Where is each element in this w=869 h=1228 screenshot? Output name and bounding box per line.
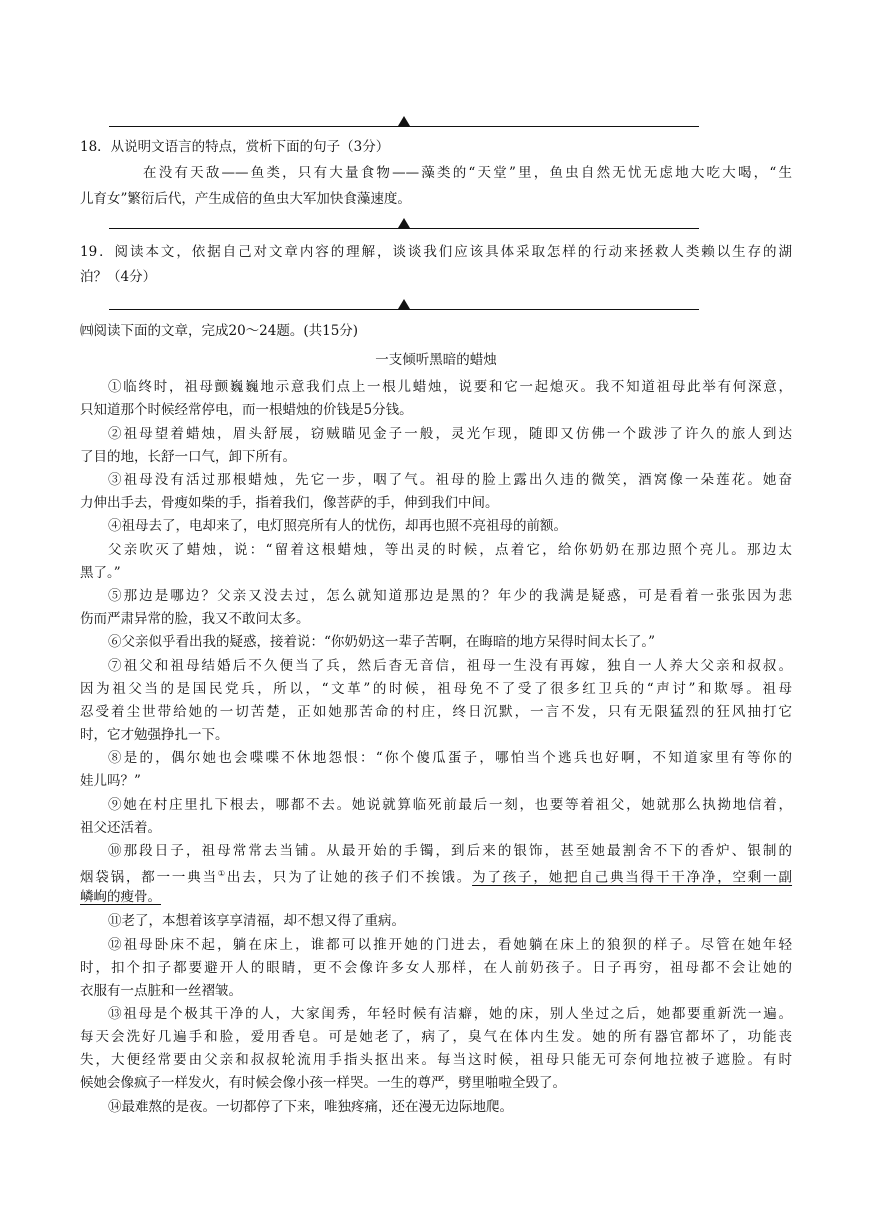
paragraph-15: ⑭最难熬的是夜。一切都停了下来，唯独疼痛，还在漫无边际地爬。 xyxy=(108,1099,513,1115)
question-19-prompt: 19．阅读本文，依据自己对文章内容的理解，谈谈我们应该具体采取怎样的行动来拯救人类赖以生存的湖 xyxy=(80,244,792,260)
paragraph-10-cont: 祖父还活着。 xyxy=(80,820,161,836)
question-18-quote: 在没有天敌——鱼类，只有大量食物——藻类的“天堂”里，鱼虫自然无忧无虑地大吃大喝，“生 xyxy=(143,165,792,181)
underlined-sentence: 为了孩子，她把自己典当得干干净净，空剩一副 xyxy=(472,869,793,886)
paragraph-8-cont: 忍受着尘世带给她的一切苦楚，正如她那苦命的村庄，终日沉默，一言不发，只有无限猛烈的狂风抽打它 xyxy=(80,704,792,720)
underlined-sentence-end: 嶙峋的瘦骨。 xyxy=(80,889,161,905)
answer-line[interactable] xyxy=(109,113,699,127)
section-4-instructions: ㈣阅读下面的文章，完成20～24题。(共15分) xyxy=(80,323,359,339)
paragraph-8-cont: 时，它才勉强挣扎一下。 xyxy=(80,727,229,743)
question-18-prompt: 18．从说明文语言的特点，赏析下面的句子（3分） xyxy=(80,139,390,155)
paragraph-8: ⑦祖父和祖母结婚后不久便当了兵，然后杳无音信，祖母一生没有再嫁，独自一人养大父亲和叔叔。 xyxy=(108,658,792,674)
paragraph-3-cont: 力伸出手去，骨瘦如柴的手，指着我们，像菩萨的手，伸到我们中间。 xyxy=(80,495,499,511)
paragraph-1: ①临终时，祖母颤巍巍地示意我们点上一根儿蜡烛，说要和它一起熄灭。我不知道祖母此举有何深意， xyxy=(108,379,792,395)
question-18-quote-cont: 儿育女”繁衍后代，产生成倍的鱼虫大军加快食藻速度。 xyxy=(80,191,411,207)
paragraph-11-cont: 烟袋锅，都一一典当①出去，只为了让她的孩子们不挨饿。为了孩子，她把自己典当得干干净净，空剩一副 xyxy=(80,869,793,886)
paragraph-11: ⑩那段日子，祖母常常去当铺。从最开始的手镯，到后来的银饰，甚至她最割舍不下的香炉、银制的 xyxy=(108,843,792,859)
paragraph-11-cont xyxy=(80,888,792,906)
paragraph-7: ⑥父亲似乎看出我的疑惑，接着说：“你奶奶这一辈子苦啊，在晦暗的地方呆得时间太长了。” xyxy=(108,634,656,650)
paragraph-3: ③祖母没有活过那根蜡烛，先它一步，咽了气。祖母的脸上露出久违的微笑，酒窝像一朵莲花。她奋 xyxy=(108,472,792,488)
paragraph-14-cont: 候她会像疯子一样发火，有时候会像小孩一样哭。一生的尊严，劈里啪啦全毁了。 xyxy=(80,1075,566,1091)
paragraph-4: ④祖母去了，电却来了，电灯照亮所有人的忧伤，却再也照不亮祖母的前额。 xyxy=(108,518,567,534)
paragraph-6: ⑤那边是哪边？父亲又没去过，怎么就知道那边是黑的？年少的我满是疑惑，可是看着一张张因为悲 xyxy=(108,588,792,604)
triangle-marker-icon xyxy=(398,116,410,126)
paragraph-14-cont: 每天会洗好几遍手和脸，爱用香皂。可是她老了，病了，臭气在体内生发。她的所有器官都坏了，功能丧 xyxy=(80,1029,792,1045)
paragraph-5-cont: 黑了。” xyxy=(80,565,121,581)
triangle-marker-icon xyxy=(398,218,410,228)
paragraph-14-cont: 失，大便经常要由父亲和叔叔轮流用手指头抠出来。每当这时候，祖母只能无可奈何地拉被子遮脸。有时 xyxy=(80,1052,792,1068)
paragraph-5: 父亲吹灭了蜡烛，说：“留着这根蜡烛，等出灵的时候，点着它，给你奶奶在那边照个亮儿。那边太 xyxy=(108,542,792,558)
answer-line[interactable] xyxy=(109,296,699,310)
paragraph-13-cont: 衣服有一点脏和一丝褶皱。 xyxy=(80,983,242,999)
paragraph-8-cont: 因为祖父当的是国民党兵，所以，“文革”的时候，祖母免不了受了很多红卫兵的“声讨”和欺辱。祖母 xyxy=(80,681,792,697)
paragraph-9: ⑧是的，偶尔她也会喋喋不休地怨恨：“你个傻瓜蛋子，哪怕当个逃兵也好啊，不知道家里有等你的 xyxy=(108,750,792,766)
paragraph-10: ⑨她在村庄里扎下根去，哪都不去。她说就算临死前最后一刻，也要等着祖父，她就那么执拗地信着， xyxy=(108,797,792,813)
question-19-prompt-cont: 泊？（4分） xyxy=(80,269,157,285)
paragraph-2: ②祖母望着蜡烛，眉头舒展，窃贼瞄见金子一般，灵光乍现，随即又仿佛一个跋涉了许久的旅人到达 xyxy=(108,426,792,442)
paragraph-13-cont: 时，扣个扣子都要避开人的眼睛，更不会像许多女人那样，在人前奶孩子。日子再穷，祖母都不会让她的 xyxy=(80,960,792,976)
paragraph-1-cont: 只知道那个时候经常停电，而一根蜡烛的价钱是5分钱。 xyxy=(80,402,413,418)
footnote-marker[interactable]: ① xyxy=(217,869,227,878)
paragraph-12: ⑪老了，本想着该享享清福，却不想又得了重病。 xyxy=(108,913,405,929)
article-title: 一支倾听黑暗的蜡烛 xyxy=(375,352,497,368)
answer-line[interactable] xyxy=(109,215,699,229)
paragraph-9-cont: 娃儿吗？” xyxy=(80,773,141,789)
paragraph-13: ⑫祖母卧床不起，躺在床上，谁都可以推开她的门进去，看她躺在床上的狼狈的样子。尽管在她年轻 xyxy=(108,937,792,953)
triangle-marker-icon xyxy=(398,299,410,309)
paragraph-6-cont: 伤而严肃异常的脸，我又不敢问太多。 xyxy=(80,611,310,627)
paragraph-14: ⑬祖母是个极其干净的人，大家闺秀，年轻时候有洁癖，她的床，别人坐过之后，她都要重新洗一遍。 xyxy=(108,1006,792,1022)
paragraph-2-cont: 了目的地，长舒一口气，卸下所有。 xyxy=(80,449,296,465)
